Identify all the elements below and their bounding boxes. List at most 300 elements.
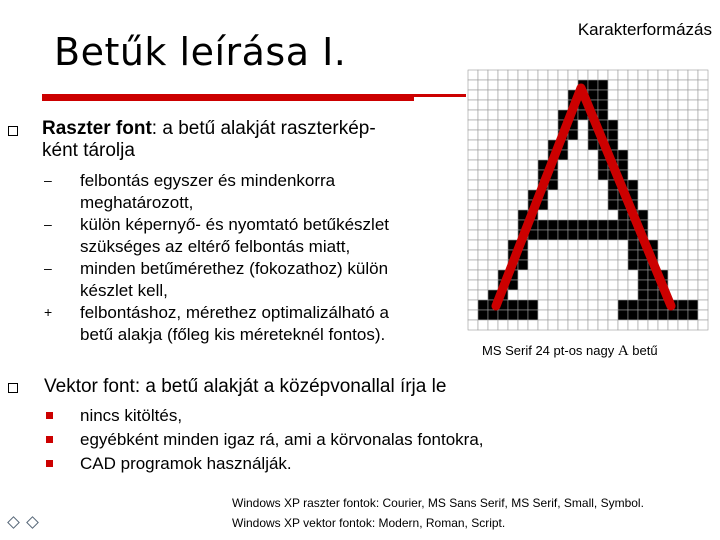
pixel-off xyxy=(548,70,558,80)
pixel-off xyxy=(688,250,698,260)
pixel-off xyxy=(638,180,648,190)
pixel-off xyxy=(468,200,478,210)
pixel-off xyxy=(508,180,518,190)
pixel-off xyxy=(518,130,528,140)
pixel-off xyxy=(538,310,548,320)
pixel-off xyxy=(648,320,658,330)
pixel-off xyxy=(668,80,678,90)
vector-item: CAD programok használják. xyxy=(80,454,292,473)
pixel-off xyxy=(688,90,698,100)
raster-letter-a-figure xyxy=(466,66,710,336)
pixel-off xyxy=(528,280,538,290)
pixel-off xyxy=(658,150,668,160)
pixel-off xyxy=(678,110,688,120)
pixel-off xyxy=(558,180,568,190)
pixel-off xyxy=(658,100,668,110)
pixel-on xyxy=(548,220,558,230)
pixel-off xyxy=(488,210,498,220)
pixel-on xyxy=(558,230,568,240)
pixel-on xyxy=(508,300,518,310)
pixel-off xyxy=(678,130,688,140)
pixel-on xyxy=(608,120,618,130)
pixel-off xyxy=(468,90,478,100)
pixel-on xyxy=(518,310,528,320)
pixel-off xyxy=(608,240,618,250)
pixel-off xyxy=(648,90,658,100)
pixel-off xyxy=(518,70,528,80)
pixel-off xyxy=(558,280,568,290)
pixel-off xyxy=(538,110,548,120)
pixel-on xyxy=(528,310,538,320)
pixel-off xyxy=(488,150,498,160)
pixel-off xyxy=(608,80,618,90)
pixel-off xyxy=(508,210,518,220)
pixel-off xyxy=(638,320,648,330)
pixel-off xyxy=(528,170,538,180)
pixel-off xyxy=(508,90,518,100)
pixel-off xyxy=(628,100,638,110)
pixel-off xyxy=(528,150,538,160)
pixel-off xyxy=(648,210,658,220)
pixel-off xyxy=(698,190,708,200)
pixel-off xyxy=(498,70,508,80)
pixel-off xyxy=(668,260,678,270)
pixel-off xyxy=(508,320,518,330)
pixel-off xyxy=(618,240,628,250)
pixel-off xyxy=(538,320,548,330)
pixel-off xyxy=(548,240,558,250)
pixel-off xyxy=(508,110,518,120)
pixel-off xyxy=(478,140,488,150)
pixel-off xyxy=(628,160,638,170)
pixel-off xyxy=(508,200,518,210)
pixel-off xyxy=(578,260,588,270)
pixel-off xyxy=(508,190,518,200)
pixel-off xyxy=(598,250,608,260)
pixel-off xyxy=(468,280,478,290)
pixel-off xyxy=(488,280,498,290)
pixel-off xyxy=(698,130,708,140)
pixel-off xyxy=(638,120,648,130)
pixel-off xyxy=(688,120,698,130)
pixel-off xyxy=(568,160,578,170)
pixel-off xyxy=(468,160,478,170)
pixel-off xyxy=(668,240,678,250)
pixel-off xyxy=(698,140,708,150)
pixel-off xyxy=(588,270,598,280)
bullet-square xyxy=(46,460,53,467)
pixel-on xyxy=(588,230,598,240)
pixel-off xyxy=(648,80,658,90)
pixel-off xyxy=(648,200,658,210)
pixel-off xyxy=(678,90,688,100)
pixel-off xyxy=(498,120,508,130)
pixel-off xyxy=(498,140,508,150)
pixel-off xyxy=(468,170,478,180)
pixel-on xyxy=(608,130,618,140)
pixel-off xyxy=(468,300,478,310)
pixel-off xyxy=(568,270,578,280)
pixel-off xyxy=(648,170,658,180)
pixel-off xyxy=(698,200,708,210)
pixel-off xyxy=(648,140,658,150)
pixel-off xyxy=(588,150,598,160)
pixel-off xyxy=(498,320,508,330)
pixel-off xyxy=(558,210,568,220)
vector-fonts-note: Windows XP vektor fontok: Modern, Roman, Script. xyxy=(232,516,506,530)
pixel-off xyxy=(638,100,648,110)
pixel-on xyxy=(518,260,528,270)
pixel-off xyxy=(498,110,508,120)
pixel-off xyxy=(628,80,638,90)
pixel-off xyxy=(498,220,508,230)
pixel-off xyxy=(488,160,498,170)
pixel-on xyxy=(638,280,648,290)
pixel-off xyxy=(538,80,548,90)
pixel-off xyxy=(538,70,548,80)
pixel-off xyxy=(528,240,538,250)
pixel-off xyxy=(478,130,488,140)
pixel-off xyxy=(678,270,688,280)
pixel-off xyxy=(478,200,488,210)
pixel-off xyxy=(518,80,528,90)
pixel-off xyxy=(538,90,548,100)
pixel-off xyxy=(648,190,658,200)
pixel-off xyxy=(548,250,558,260)
pixel-off xyxy=(598,310,608,320)
pixel-off xyxy=(658,250,668,260)
pixel-off xyxy=(698,160,708,170)
pixel-off xyxy=(688,280,698,290)
pixel-off xyxy=(648,110,658,120)
pixel-off xyxy=(528,260,538,270)
pixel-off xyxy=(648,150,658,160)
pixel-off xyxy=(528,270,538,280)
title-underline xyxy=(42,94,414,101)
pixel-off xyxy=(508,80,518,90)
pixel-on xyxy=(688,310,698,320)
pixel-off xyxy=(598,320,608,330)
pixel-off xyxy=(468,310,478,320)
pixel-off xyxy=(598,180,608,190)
pixel-off xyxy=(688,260,698,270)
pixel-off xyxy=(488,270,498,280)
pixel-off xyxy=(688,110,698,120)
pixel-off xyxy=(608,300,618,310)
pixel-off xyxy=(658,230,668,240)
pixel-off xyxy=(618,90,628,100)
pixel-off xyxy=(588,160,598,170)
pixel-off xyxy=(628,110,638,120)
pixel-off xyxy=(578,250,588,260)
pixel-off xyxy=(578,130,588,140)
pixel-on xyxy=(538,230,548,240)
pixel-off xyxy=(488,90,498,100)
pixel-off xyxy=(678,100,688,110)
pixel-off xyxy=(538,140,548,150)
pixel-on xyxy=(628,240,638,250)
pixel-off xyxy=(638,110,648,120)
pixel-off xyxy=(578,180,588,190)
pixel-off xyxy=(578,210,588,220)
pixel-off xyxy=(678,240,688,250)
pixel-off xyxy=(468,290,478,300)
diamond-icon xyxy=(7,516,20,529)
pixel-off xyxy=(588,320,598,330)
vector-item: egyébként minden igaz rá, ami a körvonalas fontokra, xyxy=(80,430,484,449)
pixel-off xyxy=(618,100,628,110)
pixel-on xyxy=(638,260,648,270)
pixel-off xyxy=(548,310,558,320)
pixel-off xyxy=(488,170,498,180)
pixel-off xyxy=(698,110,708,120)
pixel-off xyxy=(688,80,698,90)
pixel-on xyxy=(548,180,558,190)
item-line: minden betűmérethez (fokozathoz) külön xyxy=(80,259,389,278)
pixel-off xyxy=(468,190,478,200)
raster-heading-line2: ként tárolja xyxy=(42,140,135,161)
pixel-off xyxy=(678,70,688,80)
pixel-off xyxy=(568,140,578,150)
pixel-off xyxy=(468,150,478,160)
pixel-off xyxy=(578,120,588,130)
pixel-off xyxy=(688,130,698,140)
pixel-off xyxy=(688,170,698,180)
pixel-on xyxy=(568,230,578,240)
pixel-off xyxy=(478,230,488,240)
raster-list xyxy=(44,170,464,346)
caption-text: MS Serif 24 pt-os nagy xyxy=(482,343,618,358)
pixel-off xyxy=(698,310,708,320)
pixel-off xyxy=(508,170,518,180)
pixel-off xyxy=(688,70,698,80)
pixel-off xyxy=(548,100,558,110)
pixel-off xyxy=(688,180,698,190)
list-item xyxy=(44,214,464,258)
pixel-on xyxy=(498,310,508,320)
pixel-on xyxy=(578,230,588,240)
item-line: meghatározott, xyxy=(80,193,194,212)
pixel-off xyxy=(678,260,688,270)
pixel-off xyxy=(618,140,628,150)
pixel-off xyxy=(508,290,518,300)
pixel-off xyxy=(558,290,568,300)
pixel-off xyxy=(658,120,668,130)
pixel-off xyxy=(478,80,488,90)
pixel-off xyxy=(478,180,488,190)
pixel-off xyxy=(588,210,598,220)
pixel-off xyxy=(508,130,518,140)
pixel-off xyxy=(468,70,478,80)
pixel-off xyxy=(568,320,578,330)
pixel-off xyxy=(558,170,568,180)
pixel-off xyxy=(488,180,498,190)
pixel-off xyxy=(698,250,708,260)
pixel-off xyxy=(648,230,658,240)
pixel-off xyxy=(558,310,568,320)
pixel-off xyxy=(478,170,488,180)
pixel-off xyxy=(668,110,678,120)
pixel-off xyxy=(628,270,638,280)
pixel-off xyxy=(478,190,488,200)
pixel-off xyxy=(618,250,628,260)
pixel-off xyxy=(668,90,678,100)
vector-item: nincs kitöltés, xyxy=(80,406,183,425)
pixel-off xyxy=(618,280,628,290)
item-marker: – xyxy=(44,260,52,276)
pixel-off xyxy=(478,120,488,130)
pixel-off xyxy=(628,90,638,100)
item-line: készlet kell, xyxy=(80,281,168,300)
pixel-off xyxy=(688,210,698,220)
pixel-off xyxy=(598,200,608,210)
pixel-off xyxy=(678,190,688,200)
pixel-on xyxy=(648,300,658,310)
pixel-off xyxy=(608,70,618,80)
pixel-off xyxy=(578,170,588,180)
pixel-on xyxy=(598,80,608,90)
diamond-icon xyxy=(26,516,39,529)
pixel-off xyxy=(588,240,598,250)
pixel-off xyxy=(488,110,498,120)
pixel-off xyxy=(698,210,708,220)
pixel-off xyxy=(638,190,648,200)
list-item xyxy=(44,258,464,302)
pixel-off xyxy=(678,290,688,300)
pixel-on xyxy=(598,220,608,230)
raster-heading xyxy=(42,118,472,162)
pixel-off xyxy=(668,280,678,290)
pixel-off xyxy=(618,270,628,280)
pixel-off xyxy=(608,280,618,290)
pixel-on xyxy=(538,220,548,230)
pixel-off xyxy=(628,170,638,180)
pixel-off xyxy=(698,170,708,180)
list-item xyxy=(44,302,464,346)
pixel-off xyxy=(548,260,558,270)
pixel-off xyxy=(558,80,568,90)
pixel-off xyxy=(558,190,568,200)
pixel-off xyxy=(628,140,638,150)
pixel-off xyxy=(588,70,598,80)
pixel-off xyxy=(648,130,658,140)
pixel-off xyxy=(578,320,588,330)
pixel-off xyxy=(548,80,558,90)
pixel-off xyxy=(468,320,478,330)
pixel-on xyxy=(678,310,688,320)
pixel-on xyxy=(508,310,518,320)
pixel-off xyxy=(568,190,578,200)
pixel-off xyxy=(608,250,618,260)
pixel-off xyxy=(518,180,528,190)
pixel-off xyxy=(658,110,668,120)
pixel-off xyxy=(528,70,538,80)
pixel-off xyxy=(678,210,688,220)
pixel-off xyxy=(678,170,688,180)
pixel-on xyxy=(588,140,598,150)
pixel-off xyxy=(578,200,588,210)
pixel-off xyxy=(538,150,548,160)
pixel-off xyxy=(498,180,508,190)
pixel-off xyxy=(548,120,558,130)
item-marker: – xyxy=(44,172,52,188)
pixel-off xyxy=(528,320,538,330)
pixel-off xyxy=(538,130,548,140)
pixel-off xyxy=(658,170,668,180)
pixel-on xyxy=(488,310,498,320)
pixel-off xyxy=(498,240,508,250)
pixel-off xyxy=(498,190,508,200)
pixel-off xyxy=(508,220,518,230)
pixel-off xyxy=(578,70,588,80)
pixel-off xyxy=(528,290,538,300)
pixel-off xyxy=(478,250,488,260)
pixel-off xyxy=(608,210,618,220)
pixel-off xyxy=(558,300,568,310)
pixel-off xyxy=(678,140,688,150)
pixel-off xyxy=(588,200,598,210)
section-label: Karakterformázás xyxy=(577,20,712,39)
pixel-off xyxy=(698,220,708,230)
pixel-off xyxy=(518,110,528,120)
pixel-off xyxy=(468,120,478,130)
pixel-off xyxy=(588,280,598,290)
pixel-off xyxy=(688,320,698,330)
pixel-off xyxy=(658,140,668,150)
pixel-off xyxy=(668,70,678,80)
pixel-off xyxy=(468,80,478,90)
pixel-off xyxy=(518,150,528,160)
item-line: felbontáshoz, mérethez optimalizálható a xyxy=(80,303,390,322)
pixel-on xyxy=(578,220,588,230)
pixel-off xyxy=(698,120,708,130)
pixel-on xyxy=(648,290,658,300)
pixel-off xyxy=(698,260,708,270)
pixel-off xyxy=(648,220,658,230)
pixel-off xyxy=(688,200,698,210)
pixel-off xyxy=(488,70,498,80)
pixel-off xyxy=(568,290,578,300)
pixel-off xyxy=(478,260,488,270)
pixel-on xyxy=(628,260,638,270)
pixel-off xyxy=(528,130,538,140)
pixel-off xyxy=(498,230,508,240)
pixel-off xyxy=(558,250,568,260)
pixel-off xyxy=(538,290,548,300)
pixel-off xyxy=(518,190,528,200)
pixel-on xyxy=(678,300,688,310)
bullet-box xyxy=(8,126,18,136)
pixel-on xyxy=(618,230,628,240)
pixel-off xyxy=(638,170,648,180)
pixel-off xyxy=(698,270,708,280)
pixel-off xyxy=(688,240,698,250)
pixel-off xyxy=(548,290,558,300)
pixel-off xyxy=(688,230,698,240)
pixel-off xyxy=(668,270,678,280)
item-line: külön képernyő- és nyomtató betűkészlet xyxy=(80,215,390,234)
pixel-off xyxy=(548,300,558,310)
pixel-off xyxy=(498,130,508,140)
pixel-on xyxy=(618,220,628,230)
pixel-off xyxy=(688,160,698,170)
pixel-off xyxy=(598,260,608,270)
pixel-on xyxy=(628,250,638,260)
pixel-off xyxy=(538,240,548,250)
pixel-off xyxy=(598,280,608,290)
list-item xyxy=(44,170,464,214)
pixel-off xyxy=(678,230,688,240)
